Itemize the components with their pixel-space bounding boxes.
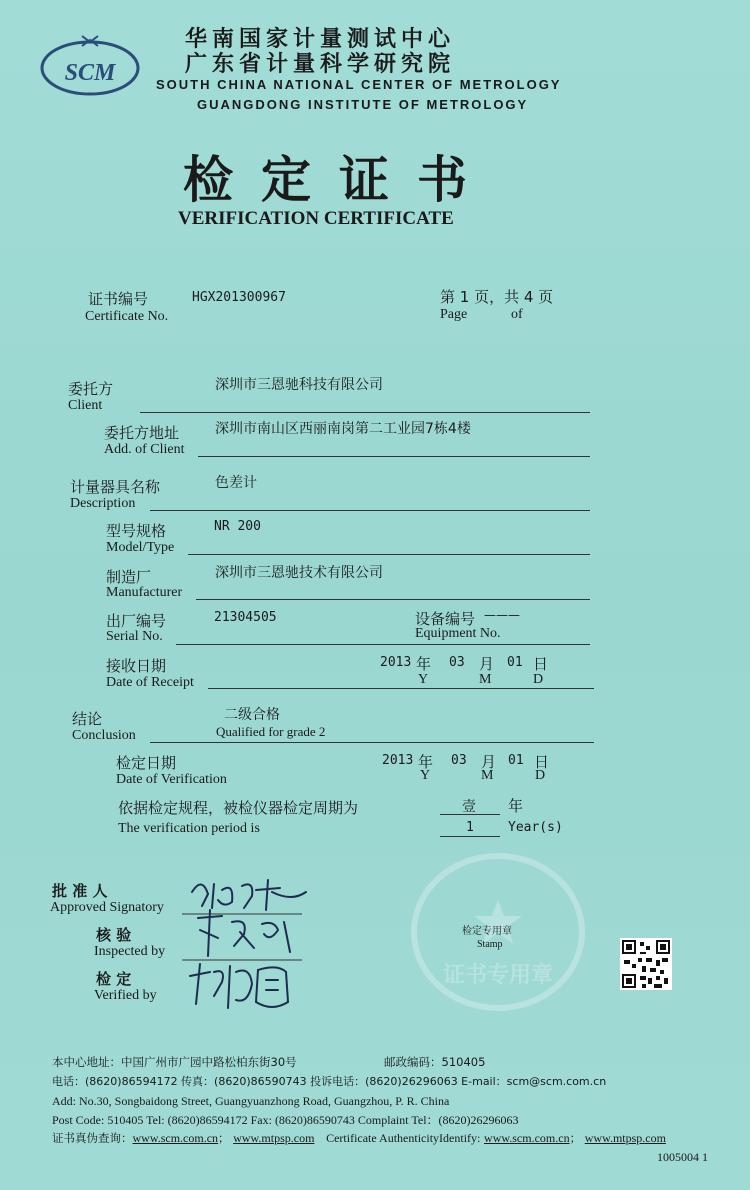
receipt-month: 03 (449, 655, 465, 670)
footer-link-scm-2[interactable]: www.scm.com.cn (484, 1131, 570, 1145)
verification-year-unit: 年 (418, 753, 434, 771)
page-info-of-en: of (511, 307, 523, 322)
manufacturer-value: 深圳市三恩驰技术有限公司 (215, 565, 383, 581)
equipment-label-en: Equipment No. (415, 626, 501, 641)
org-name-en-1: SOUTH CHINA NATIONAL CENTER OF METROLOGY (156, 77, 562, 92)
serial-underline (176, 644, 590, 645)
receipt-date-label-en: Date of Receipt (106, 675, 194, 690)
description-underline (150, 510, 590, 511)
footer-address-en: Add: No.30, Songbaidong Street, Guangyuanzhong Road, Guangzhou, P. R. China (52, 1094, 450, 1108)
verification-month: 03 (451, 753, 467, 768)
period-label-en: The verification period is (118, 821, 260, 836)
model-label-cn: 型号规格 (106, 522, 167, 540)
footer-phone-cn: 电话：(8620)86594172 传真：(8620)86590743 投诉电话：(8620)26296063 E-mail：scm@scm.com.cn (52, 1075, 607, 1088)
receipt-year: 2013 (380, 655, 412, 670)
receipt-y-en: Y (418, 672, 429, 687)
client-value: 深圳市三恩驰科技有限公司 (215, 377, 383, 393)
verification-m-en: M (481, 768, 494, 783)
receipt-day-unit: 日 (533, 655, 549, 673)
period-value-en: 1 (466, 820, 474, 835)
page-info-page-en: Page (440, 307, 468, 322)
certificate-no-label-en: Certificate No. (85, 309, 169, 324)
certificate-no-value: HGX201300967 (192, 290, 286, 305)
period-value-cn: 壹 (462, 799, 476, 815)
receipt-d-en: D (533, 672, 544, 687)
logo-text: SCM (64, 60, 116, 86)
conclusion-value-cn: 二级合格 (224, 707, 280, 723)
receipt-year-unit: 年 (416, 655, 432, 673)
verified-label-cn: 检 定 (96, 970, 132, 988)
footer-link-mtpsp[interactable]: www.mtpsp.com (233, 1131, 315, 1145)
verified-label-en: Verified by (94, 988, 157, 1003)
footer-auth-label-en: Certificate AuthenticityIdentify: (326, 1131, 481, 1145)
stamp-label-en: Stamp (477, 939, 503, 950)
serial-label-en: Serial No. (106, 629, 163, 644)
approved-label-cn: 批 准 人 (52, 882, 108, 900)
verification-day: 01 (508, 753, 524, 768)
handwritten-signatures (182, 872, 322, 1022)
manufacturer-underline (196, 599, 590, 600)
client-label-en: Client (68, 398, 103, 413)
manufacturer-label-cn: 制造厂 (106, 568, 152, 586)
conclusion-underline (150, 742, 594, 743)
description-value: 色差计 (215, 475, 257, 491)
qr-code-icon (620, 938, 672, 990)
client-underline (140, 412, 590, 413)
seal-text: 证书专用章 (442, 963, 554, 988)
conclusion-label-en: Conclusion (72, 728, 136, 743)
footer-authenticity-line: 证书真伪查询：www.scm.com.cn； www.mtpsp.com Certificate AuthenticityIdentify: www.scm.com.cn； www.mtpsp.com (52, 1131, 666, 1145)
client-label-cn: 委托方 (68, 380, 114, 398)
receipt-day: 01 (507, 655, 523, 670)
verification-date-label-en: Date of Verification (116, 772, 227, 787)
client-address-underline (198, 456, 590, 457)
period-label-cn: 依据检定规程，被检仪器检定周期为 (118, 799, 359, 817)
verification-date-label-cn: 检定日期 (116, 754, 177, 772)
verification-month-unit: 月 (481, 753, 497, 771)
verification-d-en: D (535, 768, 546, 783)
footer-query-label-cn: 证书真伪查询： (52, 1131, 133, 1145)
form-number: 1005004 1 (657, 1150, 708, 1164)
period-unit-cn: 年 (508, 797, 524, 815)
equipment-label-cn: 设备编号 (415, 610, 476, 628)
serial-value: 21304505 (214, 610, 277, 625)
client-address-label-en: Add. of Client (104, 442, 185, 457)
description-label-cn: 计量器具名称 (70, 478, 161, 496)
conclusion-value-en: Qualified for grade 2 (216, 724, 326, 739)
footer-contact-en: Post Code: 510405 Tel: (8620)86594172 Fax: (8620)86590743 Complaint Tel：(8620)26296063 (52, 1113, 519, 1127)
equipment-value: ——— (484, 608, 520, 622)
period-unit-en: Year(s) (508, 820, 563, 835)
inspected-label-cn: 核 验 (96, 926, 132, 944)
manufacturer-label-en: Manufacturer (106, 585, 183, 600)
footer-address-cn: 本中心地址：中国广州市广园中路松柏东街30号 (52, 1055, 297, 1069)
footer-link-scm[interactable]: www.scm.com.cn (132, 1131, 219, 1145)
inspected-label-en: Inspected by (94, 944, 166, 959)
model-underline (188, 554, 590, 555)
serial-label-cn: 出厂编号 (106, 612, 167, 630)
period-cn-underline (440, 814, 500, 815)
receipt-m-en: M (479, 672, 492, 687)
org-name-cn-2: 广东省计量科学研究院 (185, 52, 456, 77)
scm-logo (38, 30, 146, 102)
description-label-en: Description (70, 496, 136, 511)
title-cn: 检定证书 (183, 151, 495, 209)
stamp-label-cn: 检定专用章 (462, 926, 512, 937)
client-address-label-cn: 委托方地址 (104, 424, 180, 442)
model-value: NR 200 (214, 519, 261, 534)
org-name-en-2: GUANGDONG INSTITUTE OF METROLOGY (197, 97, 529, 112)
footer-postcode-cn: 邮政编码：510405 (384, 1055, 486, 1069)
client-address-value: 深圳市南山区西丽南岗第二工业园7栋4楼 (215, 421, 471, 437)
receipt-month-unit: 月 (479, 655, 495, 673)
verification-y-en: Y (420, 768, 431, 783)
verification-day-unit: 日 (534, 753, 550, 771)
model-label-en: Model/Type (106, 540, 175, 555)
page-info-cn: 第 1 页，共 4 页 (440, 288, 554, 306)
approved-label-en: Approved Signatory (50, 900, 164, 915)
verification-year: 2013 (382, 753, 414, 768)
org-name-cn-1: 华南国家计量测试中心 (185, 27, 456, 52)
receipt-underline (208, 688, 594, 689)
conclusion-label-cn: 结论 (72, 710, 103, 728)
title-en: VERIFICATION CERTIFICATE (178, 208, 454, 229)
footer-link-mtpsp-2[interactable]: www.mtpsp.com (584, 1131, 666, 1145)
certificate-no-label-cn: 证书编号 (88, 290, 149, 308)
period-en-underline (440, 836, 500, 837)
receipt-date-label-cn: 接收日期 (106, 657, 167, 675)
